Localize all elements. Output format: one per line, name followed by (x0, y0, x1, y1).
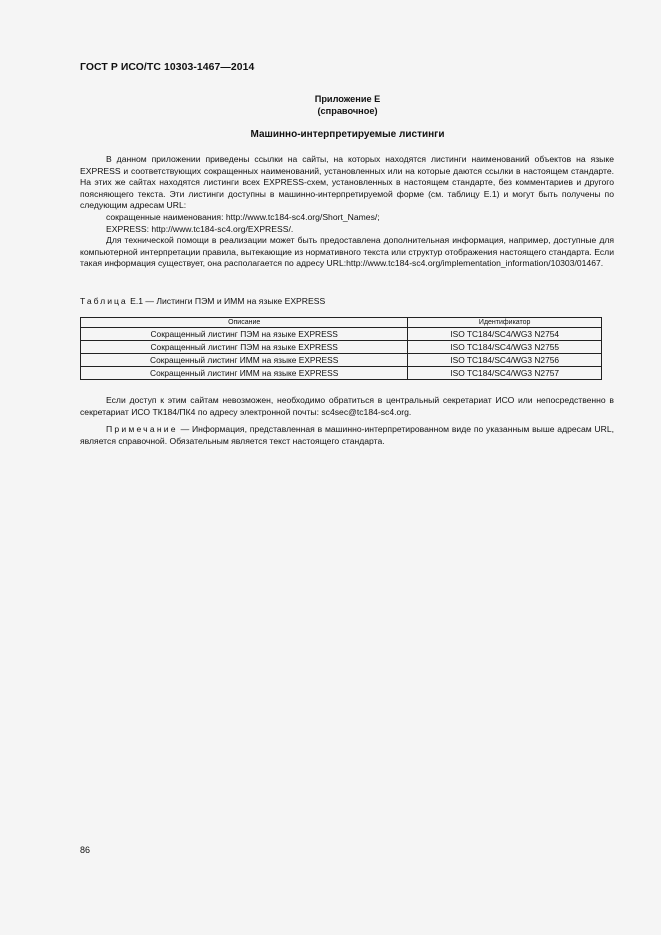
cell-description: Сокращенный листинг ИММ на языке EXPRESS (81, 367, 408, 380)
note-label: Примечание (106, 424, 178, 435)
cell-description: Сокращенный листинг ИММ на языке EXPRESS (81, 354, 408, 367)
column-header-identifier: Идентификатор (408, 318, 602, 328)
cell-description: Сокращенный листинг ПЭМ на языке EXPRESS (81, 328, 408, 341)
section-title: Машинно-интерпретируемые листинги (250, 129, 445, 140)
cell-description: Сокращенный листинг ПЭМ на языке EXPRESS (81, 341, 408, 354)
url-short-names: сокращенные наименования: http://www.tc184-sc4.org/Short_Names/; (106, 211, 380, 222)
listings-table (80, 317, 602, 380)
note (80, 424, 614, 447)
cell-identifier: ISO TC184/SC4/WG3 N2754 (408, 328, 602, 341)
table-header-row (81, 318, 602, 328)
table-caption-number: Е.1 (130, 296, 143, 306)
table-row (81, 341, 602, 354)
note-text: — Информация, представленная в машинно-интерпретированном виде по указанным выше адресам URL, является справочной. Обязательным является текст настоящего стандарта. (80, 424, 615, 446)
table-caption-label: Таблица (80, 296, 128, 306)
table-caption-text: — Листинги ПЭМ и ИММ на языке EXPRESS (145, 296, 326, 306)
body-text (80, 154, 614, 270)
paragraph-intro: В данном приложении приведены ссылки на сайты, на которых находятся листинги наименований объектов на языке EXPRESS и соответствующих сокращенных наименований, установленных или на которые даются ссылки в настоящем стандарте. На этих же сайтах находятся листинги всех EXPRESS-схем, установленных в настоящем стандарте, без комментариев и другого поясняющего текста. Эти листинги доступны в машинно-интерпретируемой форме (см. таблицу Е.1) и могут быть получены по следующим адресам URL: (80, 154, 614, 211)
paragraph-technical-help: Для технической помощи в реализации может быть предоставлена дополнительная информация, например, доступные для компьютерной интерпретации правила, вытекающие из нормативного текста или структур отображения настоящего стандарта. Если такая информация существует, она располагается по адресу URL:http://www.tc184-sc4.org/implementation_information/10303/01467. (80, 235, 614, 269)
page-number: 86 (80, 845, 91, 855)
table-row (81, 328, 602, 341)
url-express: EXPRESS: http://www.tc184-sc4.org/EXPRESS/. (106, 223, 294, 234)
table-row (81, 367, 602, 380)
paragraph-access: Если доступ к этим сайтам невозможен, необходимо обратиться в центральный секретариат ИСО или непосредственно в секретариат ИСО ТК184/ПК4 по адресу электронной почты: sc4sec@tc184-sc4.org. (80, 395, 614, 417)
table-caption (80, 296, 325, 306)
cell-identifier: ISO TC184/SC4/WG3 N2756 (408, 354, 602, 367)
table-row (81, 354, 602, 367)
column-header-description: Описание (81, 318, 408, 328)
annex-title: Приложение Е (314, 94, 381, 104)
annex-heading (0, 93, 661, 117)
standard-header: ГОСТ Р ИСО/ТС 10303-1467—2014 (80, 62, 255, 73)
cell-identifier: ISO TC184/SC4/WG3 N2755 (408, 341, 602, 354)
after-table-text (80, 395, 614, 453)
cell-identifier: ISO TC184/SC4/WG3 N2757 (408, 367, 602, 380)
annex-subtitle: (справочное) (317, 106, 378, 116)
